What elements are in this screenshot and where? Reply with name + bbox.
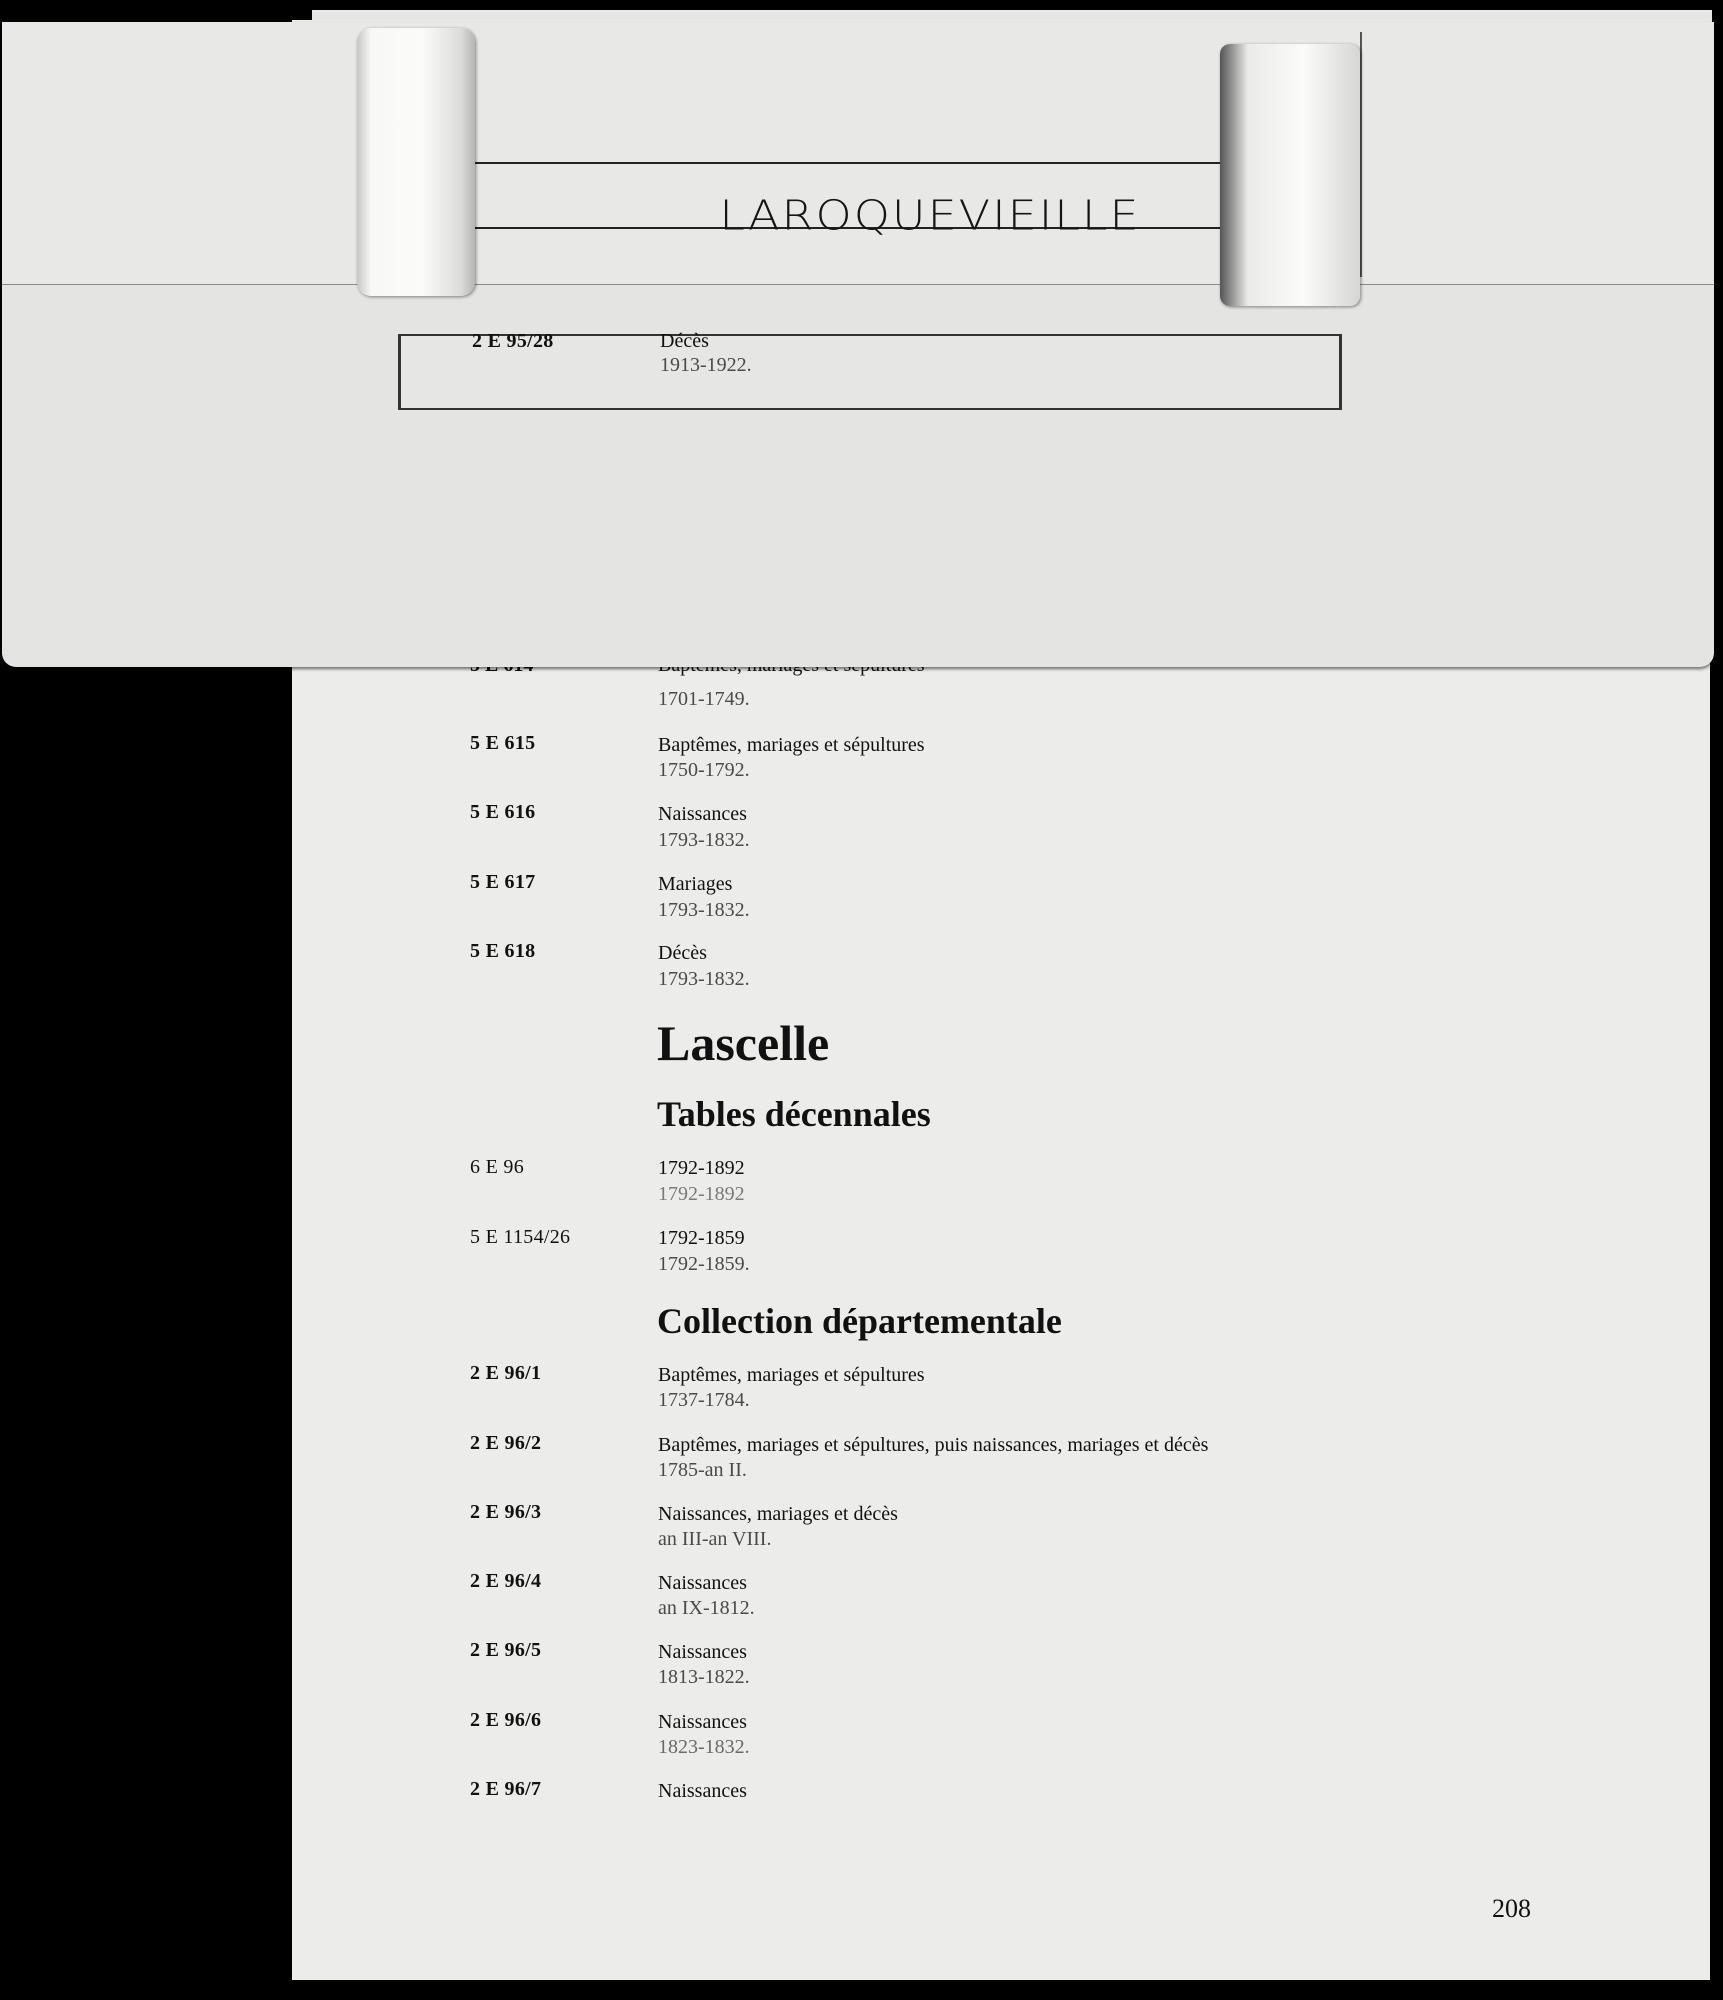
- entry-dates: 1793-1832.: [658, 829, 750, 851]
- entry-code: 5 E 618: [470, 940, 536, 962]
- entry-code: 2 E 96/3: [470, 1501, 542, 1523]
- entry-type: Naissances: [658, 1641, 747, 1663]
- slip-dates: 1913-1922.: [660, 354, 752, 376]
- entry-code: 5 E 616: [470, 801, 536, 823]
- tape-strip-left: [357, 28, 475, 296]
- entry-type: Naissances: [658, 1572, 747, 1594]
- tape-strip-right: [1220, 44, 1360, 306]
- entry-type: 1792-1859: [658, 1227, 745, 1249]
- entry-type: Naissances: [658, 1711, 747, 1733]
- entry-dates: 1737-1784.: [658, 1389, 750, 1411]
- entry-type: 1792-1892: [658, 1157, 745, 1179]
- entry-code: 2 E 96/2: [470, 1432, 542, 1454]
- commune-banner: LAROQUEVIEILLE: [719, 190, 1141, 240]
- entry-type: Mariages: [658, 873, 733, 895]
- overlay-strip: [2, 22, 1714, 667]
- slip-code: 2 E 95/28: [472, 330, 554, 352]
- entry-code: 2 E 96/1: [470, 1362, 542, 1384]
- banner-rule-top: [472, 162, 1240, 164]
- entry-type: Naissances: [658, 803, 747, 825]
- entry-type: Baptêmes, mariages et sépultures, puis naissances, mariages et décès: [658, 1434, 1209, 1456]
- commune-title: Lascelle: [657, 1015, 830, 1071]
- entry-type: Baptêmes, mariages et sépultures: [658, 1364, 925, 1386]
- entry-dates: 1785-an II.: [658, 1459, 747, 1481]
- entry-type: Naissances: [658, 1780, 747, 1802]
- entry-type: Naissances, mariages et décès: [658, 1503, 898, 1525]
- overlay-header-band: [2, 22, 1714, 285]
- entry-dates: 1793-1832.: [658, 899, 750, 921]
- hidden-entry-type: [658, 666, 1018, 676]
- entry-code: 2 E 96/6: [470, 1709, 542, 1731]
- entry-dates: an IX-1812.: [658, 1597, 755, 1619]
- entry-dates: 1823-1832.: [658, 1736, 750, 1758]
- page-number: 208: [1492, 1894, 1531, 1923]
- entry-dates: 1792-1859.: [658, 1253, 750, 1275]
- entry-code: 2 E 96/7: [470, 1778, 542, 1800]
- entry-type: Décès: [658, 942, 707, 964]
- entry-dates: 1793-1832.: [658, 968, 750, 990]
- entry-type: Baptêmes, mariages et sépultures: [658, 734, 925, 756]
- entry-code: 6 E 96: [470, 1156, 525, 1178]
- entry-dates: an III-an VIII.: [658, 1528, 772, 1550]
- entry-dates: 1792-1892: [658, 1183, 745, 1205]
- entry-dates: 1813-1822.: [658, 1666, 750, 1688]
- hidden-entry-dates: 1701-1749.: [658, 688, 750, 710]
- entry-code: 2 E 96/5: [470, 1639, 542, 1661]
- overlay-divider: [1360, 32, 1362, 277]
- section-title: Tables décennales: [657, 1094, 931, 1134]
- entry-code: 2 E 96/4: [470, 1570, 542, 1592]
- entry-code: 5 E 615: [470, 732, 536, 754]
- section-title: Collection départementale: [657, 1301, 1062, 1341]
- entry-code: 5 E 617: [470, 871, 536, 893]
- entry-dates: 1750-1792.: [658, 759, 750, 781]
- entry-code: 5 E 1154/26: [470, 1226, 571, 1248]
- slip-type: Décès: [660, 330, 709, 352]
